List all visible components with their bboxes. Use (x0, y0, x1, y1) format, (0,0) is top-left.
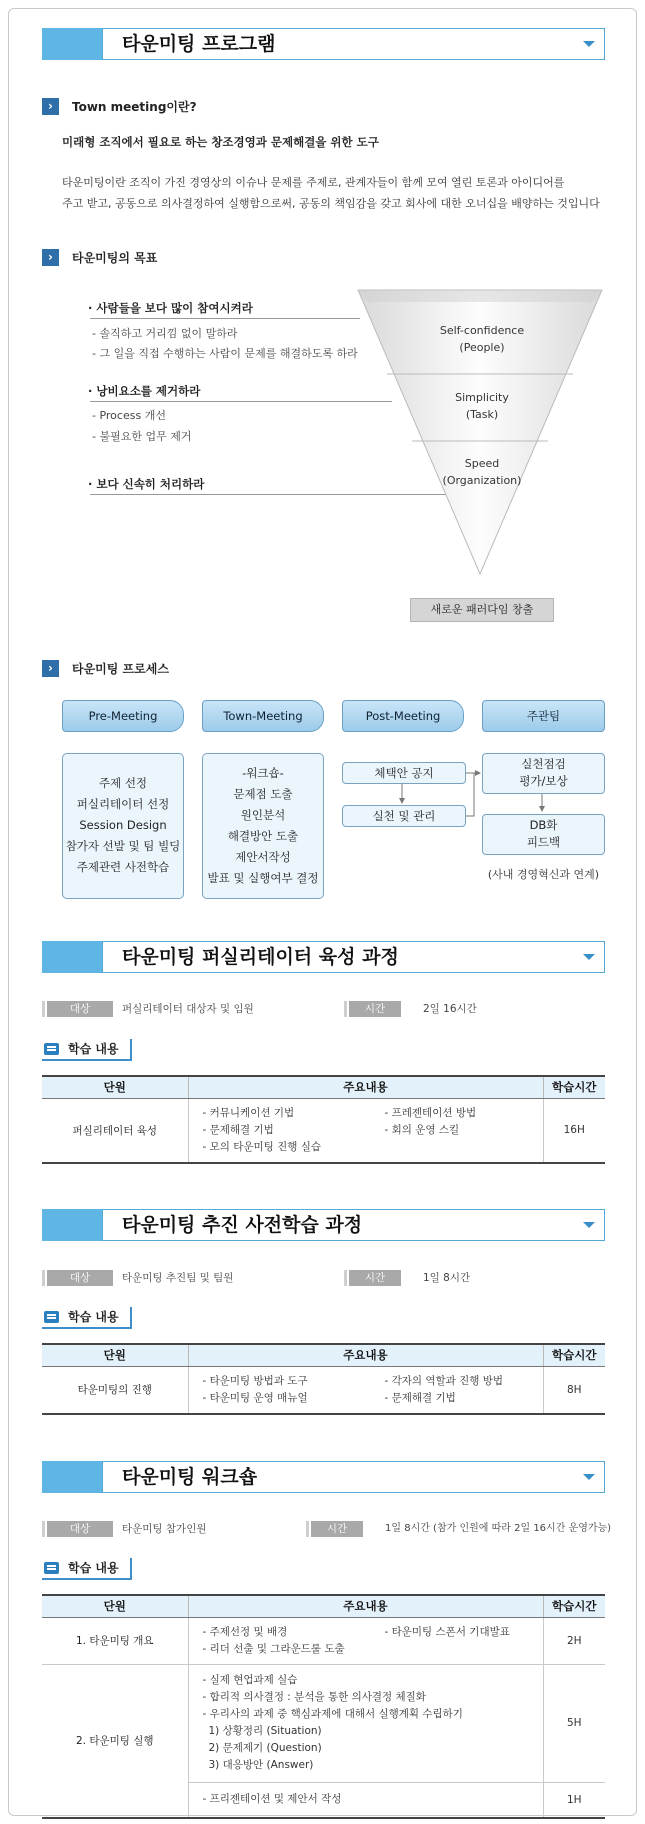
team-check-box (482, 753, 605, 794)
team-db-box (482, 814, 605, 855)
underline (130, 1307, 132, 1327)
content-item: - 프레젠테이션 방법 (384, 1106, 477, 1119)
phase-team: 주관팀 (482, 700, 605, 732)
town-item: 제안서작성 (235, 850, 291, 864)
content-item: - 타운미팅 운영 매뉴얼 (202, 1391, 308, 1404)
pre-item: 주제 선정 (98, 776, 148, 790)
target-value: 타운미팅 참가인원 (122, 1523, 207, 1535)
content-cell (188, 1664, 543, 1782)
underline (42, 1327, 132, 1329)
learn-badge (42, 1558, 132, 1578)
tag-bar (306, 1521, 309, 1537)
subheading-label: 타운미팅 프로세스 (72, 662, 169, 676)
col-hours: 학습시간 (543, 1076, 605, 1098)
chevron-right-icon: › (42, 98, 59, 115)
learn-badge (42, 1307, 132, 1327)
section-title-text: 타운미팅 추진 사전학습 과정 (122, 1214, 363, 1236)
tag-bar (42, 1270, 45, 1286)
table-row (42, 1098, 605, 1163)
content-item: - 합리적 의사결정 : 분석을 통한 의사결정 체질화 (202, 1691, 426, 1703)
title-accent (42, 28, 102, 60)
pyramid-level-3 (412, 455, 552, 489)
tag-bar (42, 1001, 45, 1017)
pre-item: 주제관련 사전학습 (76, 860, 170, 874)
tag-bar (344, 1270, 347, 1286)
goal-item: - 솔직하고 거리낌 없이 말하라 (92, 327, 238, 340)
time-value: 2일 16시간 (423, 1003, 477, 1015)
content-item: - 우리사의 과제 중 핵심과제에 대해서 실행계획 수립하기 (202, 1708, 463, 1720)
underline (42, 1059, 132, 1061)
target-label: 대상 (47, 1001, 113, 1017)
town-meeting-box (202, 753, 324, 899)
pre-item: 퍼실리테이터 선정 (76, 797, 170, 811)
town-item: 발표 및 실행여부 결정 (207, 871, 319, 885)
team-item: DB화 (529, 818, 558, 832)
section-title-text: 타운미팅 퍼실리테이터 육성 과정 (122, 946, 399, 968)
content-item: - 주제선정 및 배경 (202, 1625, 288, 1638)
hours-cell: 2H (543, 1617, 605, 1664)
team-item: 피드백 (526, 835, 561, 849)
col-unit: 단원 (42, 1076, 188, 1098)
learn-badge (42, 1039, 132, 1059)
learn-label: 학습 내용 (68, 1561, 119, 1575)
unit-cell: 타운미팅의 진행 (42, 1366, 188, 1414)
content-item: 2) 문제제기 (Question) (208, 1742, 322, 1754)
pyramid-sub: (People) (459, 341, 505, 354)
pyramid-level-1 (412, 322, 552, 356)
pre-item: Session Design (79, 818, 167, 832)
town-item: -워크숍- (242, 766, 284, 780)
hours-cell: 5H (543, 1664, 605, 1782)
target-label: 대상 (47, 1521, 113, 1537)
section-title-facilitator[interactable] (42, 941, 605, 973)
content-item: - 타운미팅 스폰서 기대발표 (384, 1625, 510, 1638)
learn-label: 학습 내용 (68, 1310, 119, 1324)
col-content: 주요내용 (188, 1076, 543, 1098)
phase-post-meeting: Post-Meeting (342, 700, 464, 732)
content-cell (188, 1617, 543, 1664)
town-item: 원인분석 (240, 808, 286, 822)
subheading-label: 타운미팅의 목표 (72, 251, 158, 265)
title-accent (42, 1209, 102, 1241)
course-table-facilitator (42, 1075, 605, 1164)
time-value: 1일 8시간 (참가 인원에 따라 2일 16시간 운영가능) (385, 1523, 612, 1534)
book-icon (44, 1311, 59, 1323)
what-subtitle: 미래형 조직에서 필요로 하는 창조경영과 문제해결을 위한 도구 (62, 135, 379, 149)
post-manage-box: 실천 및 관리 (342, 805, 466, 827)
content-cell (188, 1098, 543, 1163)
team-item: 평가/보상 (519, 774, 568, 788)
content-cell (188, 1366, 543, 1414)
hours-cell: 16H (543, 1098, 605, 1163)
pyramid-main: Simplicity (455, 391, 509, 404)
target-value: 타운미팅 추진팀 및 팀원 (122, 1272, 234, 1284)
content-item: - 각자의 역할과 진행 방법 (384, 1374, 504, 1387)
course-table-prelearning (42, 1343, 605, 1415)
pre-item: 참가자 선발 및 팀 빌딩 (65, 839, 181, 853)
arrow-down-icon (536, 794, 548, 814)
content-item: - 문제해결 기법 (202, 1123, 274, 1136)
content-item: - 문제해결 기법 (384, 1391, 456, 1404)
course-table-workshop (42, 1594, 605, 1819)
table-row (42, 1617, 605, 1664)
team-item: 실천점검 (521, 757, 566, 771)
tag-bar (344, 1001, 347, 1017)
unit-cell: 퍼실리테이터 육성 (42, 1098, 188, 1163)
content-item: - 프리젠테이션 및 제안서 작성 (202, 1793, 342, 1806)
goal-title-3: · 보다 신속히 처리하라 (88, 477, 205, 491)
chevron-right-icon: › (42, 660, 59, 677)
chevron-down-icon[interactable] (583, 41, 595, 47)
col-unit: 단원 (42, 1595, 188, 1617)
process-arrows (330, 750, 490, 840)
phase-town-meeting: Town-Meeting (202, 700, 324, 732)
section-title-program[interactable] (42, 28, 605, 60)
goal-divider (90, 318, 360, 319)
pyramid-main: Self-confidence (439, 324, 525, 337)
underline (130, 1039, 132, 1059)
underline (42, 1578, 132, 1580)
book-icon (44, 1043, 59, 1055)
table-row (42, 1366, 605, 1414)
chevron-down-icon[interactable] (583, 1474, 595, 1480)
goal-title-1: · 사람들을 보다 많이 참여시켜라 (88, 301, 253, 315)
pre-meeting-box (62, 753, 184, 899)
pyramid-sub: (Task) (465, 408, 499, 421)
table-row (42, 1664, 605, 1782)
col-hours: 학습시간 (543, 1595, 605, 1617)
section-title-prelearning[interactable] (42, 1209, 605, 1241)
pyramid-level-2 (412, 389, 552, 423)
post-notice-box: 체택안 공지 (342, 762, 466, 784)
section-title-text: 타운미팅 프로그램 (122, 33, 276, 55)
chevron-down-icon[interactable] (583, 954, 595, 960)
time-label: 시간 (311, 1521, 363, 1537)
content-item: - 커뮤니케이션 기법 (202, 1106, 295, 1119)
content-item: - 회의 운영 스킬 (384, 1123, 460, 1136)
book-icon (44, 1562, 59, 1574)
content-item: - 실제 현업과제 실습 (202, 1674, 298, 1686)
section-title-text: 타운미팅 워크숍 (122, 1466, 258, 1488)
content-cell (188, 1782, 543, 1818)
time-label: 시간 (349, 1001, 401, 1017)
col-unit: 단원 (42, 1344, 188, 1366)
subheading-label: Town meeting이란? (72, 100, 197, 114)
pyramid-main: Speed (464, 457, 500, 470)
time-value: 1일 8시간 (423, 1272, 471, 1284)
tag-bar (42, 1521, 45, 1537)
process-note: (사내 경영혁신과 연계) (487, 868, 600, 881)
paradigm-result: 새로운 패러다임 창출 (410, 598, 554, 622)
hours-cell: 1H (543, 1782, 605, 1818)
content-item: 1) 상황정리 (Situation) (208, 1725, 322, 1737)
learn-label: 학습 내용 (68, 1042, 119, 1056)
col-content: 주요내용 (188, 1595, 543, 1617)
col-content: 주요내용 (188, 1344, 543, 1366)
content-item: - 모의 타운미팅 진행 실습 (202, 1140, 322, 1153)
target-value: 퍼실리테이터 대상자 및 임원 (122, 1003, 254, 1015)
title-accent (42, 941, 102, 973)
chevron-down-icon[interactable] (583, 1222, 595, 1228)
time-label: 시간 (349, 1270, 401, 1286)
title-accent (42, 1461, 102, 1493)
pyramid-sub: (Organization) (442, 474, 522, 487)
underline (130, 1558, 132, 1578)
what-body-1: 타운미팅이란 조직이 가진 경영상의 이슈나 문제를 주제로, 관계자들이 함께 모여 열린 토론과 아이디어를 (62, 176, 565, 189)
goal-item: - Process 개선 (92, 409, 166, 422)
unit-cell: 1. 타운미팅 개요 (42, 1617, 188, 1664)
goal-title-2: · 낭비요소를 제거하라 (88, 384, 201, 398)
unit-cell: 2. 타운미팅 실행 (42, 1664, 188, 1818)
goal-item: - 불필요한 업무 제거 (92, 430, 192, 443)
phase-pre-meeting: Pre-Meeting (62, 700, 184, 732)
chevron-right-icon: › (42, 249, 59, 266)
content-item: - 타운미팅 방법과 도구 (202, 1374, 308, 1387)
town-item: 문제점 도출 (233, 787, 293, 801)
section-title-workshop[interactable] (42, 1461, 605, 1493)
town-item: 해결방안 도출 (227, 829, 299, 843)
hours-cell: 8H (543, 1366, 605, 1414)
goal-item: - 그 일을 직접 수행하는 사람이 문제를 해결하도록 하라 (92, 347, 358, 360)
what-body-2: 주고 받고, 공동으로 의사결정하여 실행함으로써, 공동의 책임감을 갖고 회사에 대한 오너십을 배양하는 것입니다 (62, 197, 600, 210)
content-item: 3) 대응방안 (Answer) (208, 1759, 314, 1771)
page-frame (8, 8, 637, 1816)
target-label: 대상 (47, 1270, 113, 1286)
col-hours: 학습시간 (543, 1344, 605, 1366)
goal-divider (90, 401, 392, 402)
content-item: - 리더 선출 및 그라운드룰 도출 (202, 1642, 345, 1655)
